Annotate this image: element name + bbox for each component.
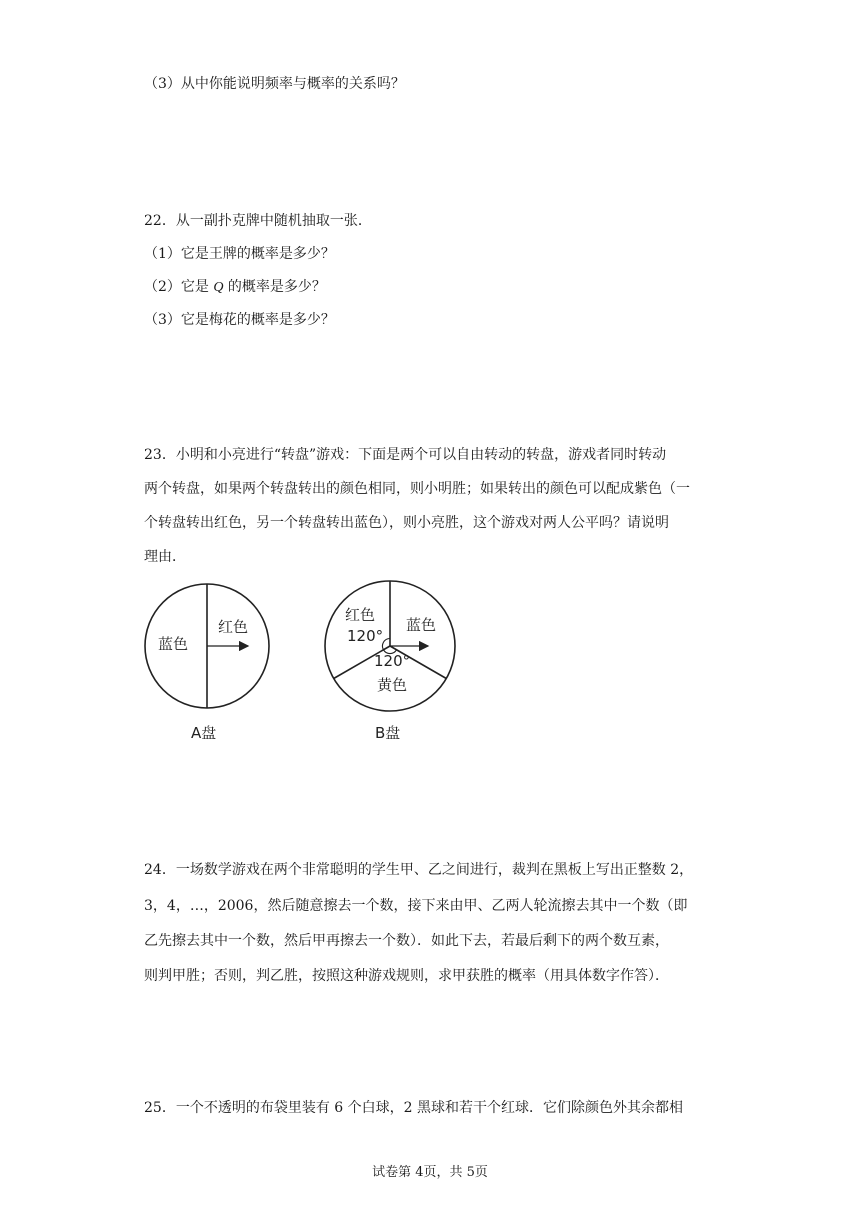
q24-line-4: 则判甲胜；否则，判乙胜，按照这种游戏规则，求甲获胜的概率（用具体数字作答）．	[144, 968, 669, 984]
disc-a	[145, 584, 269, 742]
q21-part3: （3）从中你能说明频率与概率的关系吗？	[144, 76, 405, 92]
q24-line-1: 24．一场数学游戏在两个非常聪明的学生甲、乙之间进行，裁判在黑板上写出正整数 2，	[144, 862, 694, 878]
page-footer: 试卷第 4页，共 5页	[372, 1165, 488, 1180]
disc-b-red-angle: 120°	[347, 627, 384, 645]
disc-b	[325, 581, 455, 742]
disc-b-red-label: 红色	[345, 606, 376, 624]
spinner-diagram	[138, 580, 478, 750]
q23-line-4: 理由．	[144, 549, 186, 565]
disc-b-caption: B盘	[375, 724, 401, 742]
disc-b-yellow-angle: 120°	[374, 652, 411, 670]
disc-a-red-label: 红色	[218, 618, 249, 636]
q22-part3: （3）它是梅花的概率是多少？	[144, 312, 335, 328]
q24-line-2: 3，4，…，2006，然后随意擦去一个数，接下来由甲、乙两人轮流擦去其中一个数（即	[144, 898, 688, 914]
q22-part2-pre: （2）它是	[144, 279, 214, 295]
disc-a-blue-label: 蓝色	[158, 635, 189, 653]
q25-line-1: 25．一个不透明的布袋里装有 6 个白球，2 黑球和若干个红球．它们除颜色外其余都相	[144, 1100, 683, 1116]
q22-part2-var: Q	[213, 280, 224, 295]
q22-part2	[144, 277, 326, 298]
q23-line-2: 两个转盘，如果两个转盘转出的颜色相同，则小明胜；如果转出的颜色可以配成紫色（一	[144, 481, 690, 497]
q23-line-1: 23．小明和小亮进行“转盘”游戏：下面是两个可以自由转动的转盘，游戏者同时转动	[144, 447, 667, 463]
q23-line-3: 个转盘转出红色，另一个转盘转出蓝色），则小亮胜，这个游戏对两人公平吗？请说明	[144, 515, 669, 531]
q24-line-3: 乙先擦去其中一个数，然后甲再擦去一个数）．如此下去，若最后剩下的两个数互素，	[144, 933, 669, 949]
spinner-figure	[138, 580, 478, 750]
q22-part2-post: 的概率是多少？	[223, 279, 326, 295]
disc-a-caption: A盘	[191, 724, 217, 742]
q22-stem: 22．从一副扑克牌中随机抽取一张．	[144, 213, 372, 229]
q22-part1: （1）它是王牌的概率是多少？	[144, 246, 335, 262]
disc-b-blue-label: 蓝色	[406, 616, 437, 634]
disc-b-yellow-label: 黄色	[377, 676, 408, 694]
